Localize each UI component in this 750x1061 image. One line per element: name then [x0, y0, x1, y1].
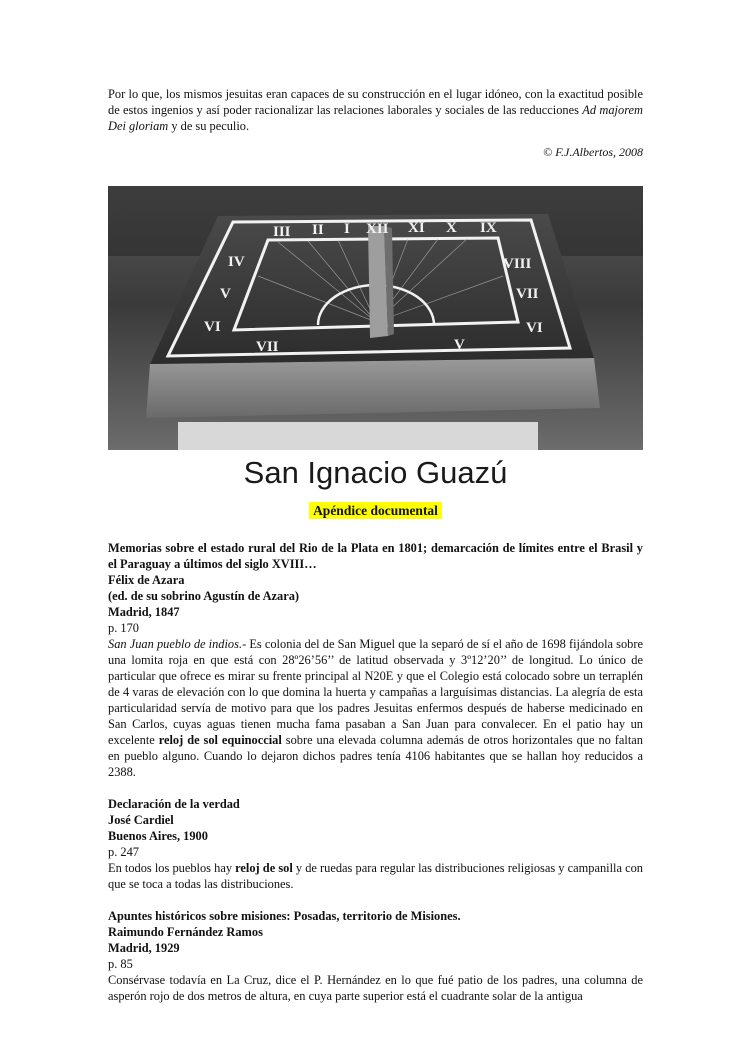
entry-author: Raimundo Fernández Ramos [108, 925, 263, 939]
numeral-top-1: II [312, 222, 324, 238]
entry-heading: Apuntes históricos sobre misiones: Posadas, territorio de Misiones. [108, 909, 461, 923]
numeral-top-3: XII [366, 221, 389, 237]
entry-azara [108, 540, 643, 780]
entry-body: Consérvase todavía en La Cruz, dice el P. Hernández en lo que fué patio de los padres, una columna de asperón rojo de dos metros de altura, en cuya parte superior está el cuadrante solar de la antigua [108, 973, 643, 1003]
entry-body [108, 860, 643, 892]
intro-text-end: y de su peculio. [168, 119, 250, 133]
sundial-photo [108, 186, 643, 450]
entry-body [108, 636, 643, 780]
entry-lead: San Juan pueblo de indios. [108, 637, 243, 651]
numeral-left-2: VI [204, 319, 221, 335]
intro-paragraph [108, 86, 643, 134]
numeral-top-4: XI [408, 220, 425, 236]
numeral-right-1: VII [516, 286, 539, 302]
entry-heading: Memorias sobre el estado rural del Rio de la Plata en 1801; demarcación de límites entre el Brasil y el Paraguay a últimos del siglo XVIII… [108, 541, 643, 571]
entry-text: - Es colonia del de San Miguel que la separó de sí el año de 1698 fijándola sobre una lomita roja en que está con 28º26’56’’ de latitud observada y 3º12’20’’ de longitud. Lo único de particular que ofrece es mirar su frente principal al N20E y que el Colegio está colocado sobre un terraplén de 4 varas de elevación con lo que domina la huerta y campañas a larguísimas distancias. La alegría de esta particularidad servía de motivo para que los padres Jesuitas enfermos después de haberse medicinado en San Carlos, cuyas aguas tienen mucha fama pasaban a San Juan para convalecer. En el patio hay un excelente [108, 637, 643, 747]
numeral-top-2: I [344, 221, 350, 237]
numeral-bottom-0: VII [256, 339, 279, 355]
entry-author: Félix de Azara [108, 573, 185, 587]
entry-highlight: reloj de sol equinoccial [158, 733, 282, 747]
appendix-subtitle: Apéndice documental [309, 502, 442, 519]
document-page [108, 86, 643, 1020]
numeral-right-2: VI [526, 320, 543, 336]
entry-highlight: reloj de sol [235, 861, 293, 875]
entry-text-end: sobre una elevada columna además de otros horizontales que no faltan en pueblo alguno. Cuando lo dejaron dichos padres tenía 4106 habitantes que se hallan hoy reducidos a 2388. [108, 733, 643, 779]
entry-page: p. 85 [108, 957, 133, 971]
numeral-left-0: IV [228, 254, 245, 270]
intro-latin-phrase: Ad majorem Dei gloriam [108, 103, 643, 133]
entry-editor: (ed. de su sobrino Agustín de Azara) [108, 589, 300, 603]
entry-heading: Declaración de la verdad [108, 797, 240, 811]
entry-page: p. 170 [108, 621, 139, 635]
numeral-top-6: IX [480, 220, 497, 236]
entry-place: Madrid, 1847 [108, 605, 180, 619]
entry-place: Madrid, 1929 [108, 941, 180, 955]
entry-place: Buenos Aires, 1900 [108, 829, 208, 843]
numeral-right-0: VIII [503, 256, 532, 272]
numeral-top-5: X [446, 220, 457, 236]
entry-cardiel [108, 796, 643, 892]
numeral-left-1: V [220, 286, 231, 302]
intro-text: Por lo que, los mismos jesuitas eran capaces de su construcción en el lugar idóneo, con la exactitud posible de estos ingenios y así poder racionalizar las relaciones laborales y sociales de las reducciones [108, 87, 643, 117]
entry-author: José Cardiel [108, 813, 174, 827]
numeral-bottom-1: V [454, 337, 465, 353]
author-signature: © F.J.Albertos, 2008 [543, 145, 643, 159]
entry-text-end: y de ruedas para regular las distribuciones religiosas y campanilla con que se toca a todas las distribuciones. [108, 861, 643, 891]
entry-page: p. 247 [108, 845, 139, 859]
page-title: San Ignacio Guazú [243, 455, 508, 490]
numeral-top-0: III [273, 224, 291, 240]
entry-text: En todos los pueblos hay [108, 861, 236, 875]
entry-fernandez [108, 908, 643, 1004]
